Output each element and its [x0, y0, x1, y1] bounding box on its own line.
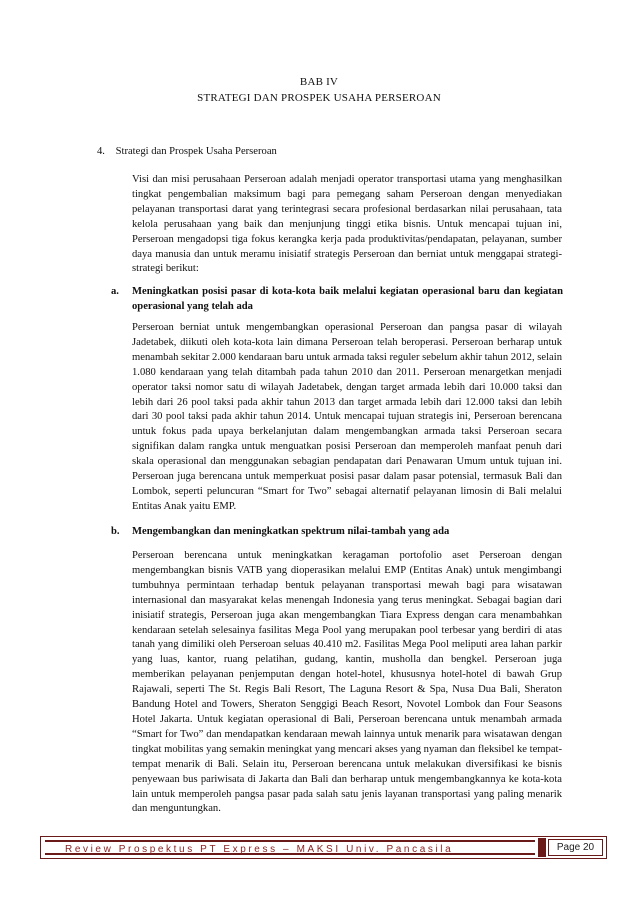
chapter-label: BAB IV: [299, 76, 339, 88]
subsection-b-heading: [111, 525, 563, 540]
subsection-a-title: Meningkatkan posisi pasar di kota-kota baik melalui kegiatan operasional baru dan kegiatan operasional yang telah ada: [132, 286, 563, 312]
section-number: 4.: [97, 146, 105, 157]
section-heading: [97, 146, 277, 157]
page-footer: [40, 836, 607, 859]
section-intro-paragraph: Visi dan misi perusahaan Perseroan adalah menjadi operator transportasi utama yang menghasilkan tingkat pengembalian maksimum bagi para pemegang saham Perseroan dengan menyediakan pelayanan transportasi darat yang terintegrasi secara profesional berdasarkan nilai perusahaan, tata kelola perusahaan yang baik dan menjunjung tinggi etika bisnis. Untuk mencapai tujuan ini, Perseroan mengadopsi tiga fokus kerangka kerja pada produktivitas/pendapatan, pelayanan, sumber daya manusia dan untuk meramu inisiatif strategis Perseroan dan berniat untuk menggapai strategi-strategi berikut:: [132, 174, 562, 275]
subsection-a-heading: [111, 285, 563, 315]
footer-divider: [538, 838, 546, 857]
subsection-b-title: Mengembangkan dan meningkatkan spektrum nilai-tambah yang ada: [132, 526, 450, 537]
section-title: Strategi dan Prospek Usaha Perseroan: [115, 146, 277, 157]
footer-title: Review Prospektus PT Express – MAKSI Univ. Pancasila: [45, 840, 535, 855]
subsection-b-body: Perseroan berencana untuk meningkatkan keragaman portofolio aset Perseroan dengan mengembangkan bisnis VATB yang dioperasikan melalui EMP (Entitas Anak) untuk mengimbangi tumbuhnya permintaan terhadap bentuk pelayanan transportasi mewah bagi para wisatawan internasional dan masyarakat kelas menengah Indonesia yang terus meningkat. Sebagai bagian dari inisiatif strategis, Perseroan juga akan mengembangkan Tiara Express dengan cara menambahkan kendaraan setelah selesainya fasilitas Mega Pool yang merupakan pool terbesar yang berdiri di atas tanah yang dimiliki oleh Perseroan seluas 40.410 m2. Fasilitas Mega Pool meliputi area lahan parkir yang luas, kantor, ruang pelatihan, gudang, kantin, musholla dan bengkel. Perseroan juga memberikan pelayanan penjemputan dengan hotel-hotel, khususnya hotel-hotel di bawah Grup Rajawali, seperti The St. Regis Bali Resort, The Laguna Resort & Spa, Nusa Dua Bali, Sheraton Bandung Hotel and Towers, Sheraton Senggigi Beach Resort, Novotel Lombok dan Four Seasons Hotel Jakarta. Untuk kegiatan operasional di Bali, Perseroan berencana untuk menambah armada “Smart for Two” dan mendapatkan kendaraan mewah lainnya untuk menarik para wisatawan dengan tingkat mobilitas yang semakin meningkat yang mencari akses yang nyaman dan fleksibel ke tempat-tempat menarik di Bali. Selain itu, Perseroan berencana untuk melakukan diversifikasi ke bisnis penyewaan bus pariwisata di Jakarta dan Bali dan berharap untuk mengembangkannya ke kota-kota lain untuk memperoleh pangsa pasar pada salah satu jenis layanan transportasi yang paling menarik dan menguntungkan.: [132, 550, 562, 815]
subsection-a-label: a.: [111, 286, 119, 297]
subsection-b-label: b.: [111, 526, 120, 537]
subsection-a-body: Perseroan berniat untuk mengembangkan operasional Perseroan dan pangsa pasar di wilayah Jadetabek, diikuti oleh kota-kota lain dimana Perseroan telah beroperasi. Perseroan berharap untuk menambah sekitar 2.000 kendaraan baru untuk armada taksi reguler sebelum akhir tahun 2012, selain 1.080 kendaraan yang telah ditambah pada tahun 2010 dan 2011. Perseroan menargetkan menjadi operator taksi nomor satu di wilayah Jadetabek, dengan target armada lebih dari 10.000 taksi dan lebih dari 26 pool taksi pada akhir tahun 2013 dan target armada lebih dari 12.000 taksi dan lebih dari 30 pool taksi pada akhir tahun 2014. Untuk mencapai tujuan strategis ini, Perseroan berencana untuk fokus pada upaya berkelanjutan dalam mengembangkan armada taksi Perseroan secara signifikan dalam rangka untuk menguatkan posisi Perseroan dan memperoleh manfaat penuh dari skala operasional dan menggunakan sebagian pendapatan dari Penawaran Umum untuk tujuan ini. Perseroan juga berencana untuk memperkuat posisi pasar dalam pasar potensial, termasuk Bali dan Lombok, seperti peluncuran “Smart for Two” sebagai alternatif pelayanan limosin di Bali melalui Entitas Anak yaitu EMP.: [132, 322, 562, 512]
page-number: Page 20: [548, 839, 603, 856]
chapter-title: STRATEGI DAN PROSPEK USAHA PERSEROAN: [197, 92, 441, 104]
